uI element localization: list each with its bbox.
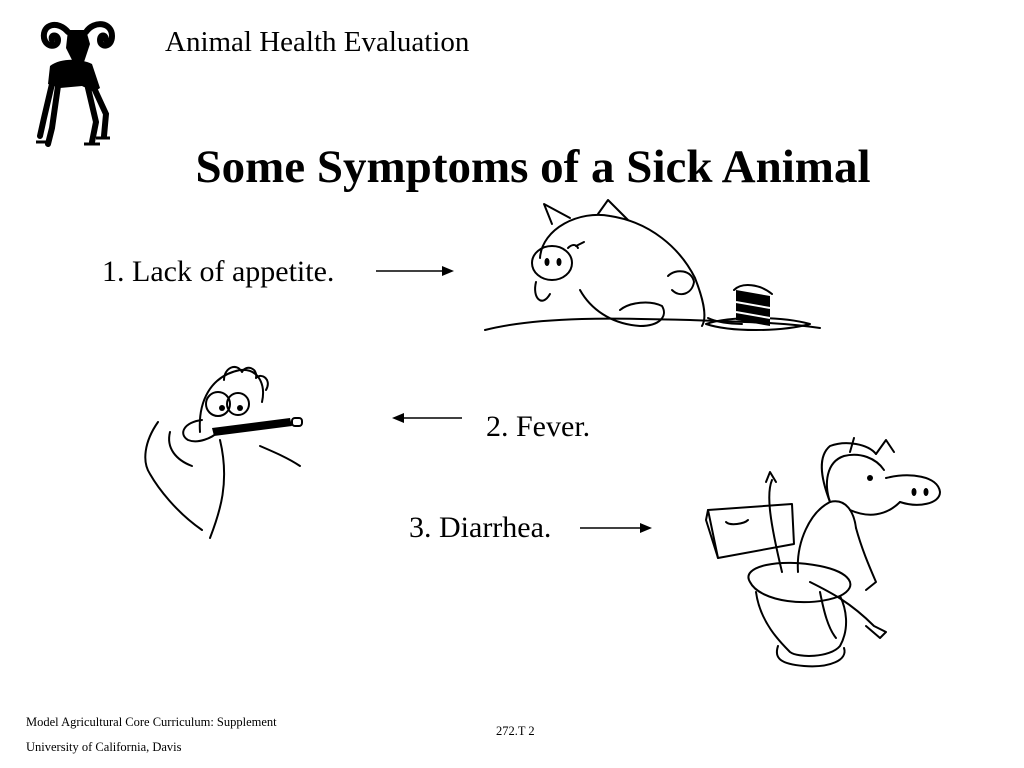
symptom-label-diarrhea: 3. Diarrhea. bbox=[409, 511, 552, 544]
pig-with-cake-icon bbox=[480, 198, 825, 348]
arrow-left-icon bbox=[390, 411, 465, 425]
footer-slide-code: 272.T 2 bbox=[496, 724, 535, 738]
footer-curriculum: Model Agricultural Core Curriculum: Supplement bbox=[26, 715, 277, 729]
chicken-with-thermometer-icon bbox=[140, 362, 310, 542]
cow-on-toilet-icon bbox=[700, 432, 950, 672]
arrow-right-icon bbox=[376, 264, 456, 278]
ram-icon bbox=[30, 18, 120, 148]
slide-title: Some Symptoms of a Sick Animal bbox=[195, 141, 871, 193]
header-title: Animal Health Evaluation bbox=[165, 26, 470, 58]
symptom-label-appetite: 1. Lack of appetite. bbox=[102, 255, 335, 288]
arrow-right-icon bbox=[580, 521, 655, 535]
symptom-label-fever: 2. Fever. bbox=[486, 410, 591, 443]
footer-university: University of California, Davis bbox=[26, 740, 182, 754]
